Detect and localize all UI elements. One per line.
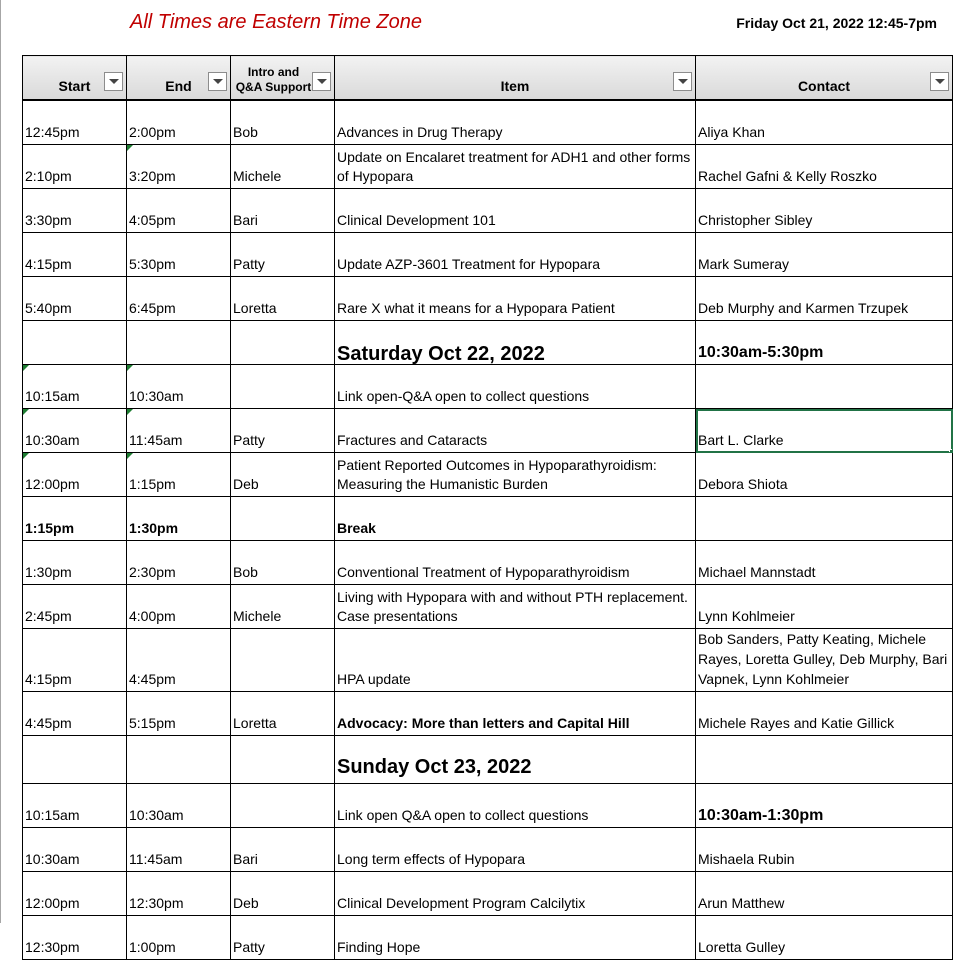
cell-start[interactable]: 1:30pm	[23, 541, 127, 585]
cell-start[interactable]: 12:00pm	[23, 872, 127, 916]
cell-item[interactable]: Link open Q&A open to collect questions	[335, 784, 696, 828]
column-header-support[interactable]: Intro and Q&A Support	[231, 56, 335, 101]
cell-start[interactable]: 4:15pm	[23, 629, 127, 692]
cell-end[interactable]: 4:45pm	[127, 629, 231, 692]
cell-support[interactable]	[231, 321, 335, 365]
cell-start[interactable]: 2:10pm	[23, 145, 127, 189]
cell-contact[interactable]: Bob Sanders, Patty Keating, Michele Rayes, Loretta Gulley, Deb Murphy, Bari Vapnek, Lynn Kohlmeier	[696, 629, 953, 692]
cell-contact[interactable]: Debora Shiota	[696, 453, 953, 497]
cell-contact[interactable]: Aliya Khan	[696, 100, 953, 145]
cell-item[interactable]: Patient Reported Outcomes in Hypoparathyroidism: Measuring the Humanistic Burden	[335, 453, 696, 497]
cell-support[interactable]: Bari	[231, 828, 335, 872]
cell-item[interactable]: Update on Encalaret treatment for ADH1 and other forms of Hypopara	[335, 145, 696, 189]
timezone-title: All Times are Eastern Time Zone	[130, 11, 422, 33]
cell-support[interactable]: Michele	[231, 585, 335, 629]
table-row	[23, 189, 953, 233]
cell-support[interactable]	[231, 365, 335, 409]
cell-end[interactable]	[127, 736, 231, 784]
cell-item[interactable]: Update AZP-3601 Treatment for Hypopara	[335, 233, 696, 277]
table-row	[23, 541, 953, 585]
cell-start[interactable]: 10:15am	[23, 784, 127, 828]
table-row	[23, 872, 953, 916]
cell-support[interactable]: Deb	[231, 872, 335, 916]
cell-end[interactable]: 6:45pm	[127, 277, 231, 321]
cell-item[interactable]: Living with Hypopara with and without PTH replacement. Case presentations	[335, 585, 696, 629]
day-heading-row	[23, 736, 953, 784]
cell-end[interactable]: 11:45am	[127, 409, 231, 453]
filter-dropdown-icon[interactable]	[104, 72, 123, 91]
table-row	[23, 916, 953, 960]
table-row	[23, 497, 953, 541]
cell-end[interactable]: 5:30pm	[127, 233, 231, 277]
cell-contact[interactable]: Loretta Gulley	[696, 916, 953, 960]
filter-dropdown-icon[interactable]	[673, 72, 692, 91]
cell-start[interactable]: 10:15am	[23, 365, 127, 409]
table-row	[23, 828, 953, 872]
cell-support[interactable]: Bari	[231, 189, 335, 233]
cell-end[interactable]: 10:30am	[127, 365, 231, 409]
cell-contact[interactable]: Lynn Kohlmeier	[696, 585, 953, 629]
cell-contact[interactable]	[696, 736, 953, 784]
cell-support[interactable]: Deb	[231, 453, 335, 497]
cell-start[interactable]: 12:45pm	[23, 100, 127, 145]
cell-end[interactable]: 10:30am	[127, 784, 231, 828]
day-hours-saturday[interactable]: 10:30am-5:30pm	[696, 321, 953, 365]
schedule-table	[22, 55, 953, 960]
cell-contact[interactable]: Deb Murphy and Karmen Trzupek	[696, 277, 953, 321]
cell-item[interactable]: Rare X what it means for a Hypopara Patient	[335, 277, 696, 321]
cell-end[interactable]: 3:20pm	[127, 145, 231, 189]
cell-support[interactable]: Michele	[231, 145, 335, 189]
cell-item[interactable]: Clinical Development 101	[335, 189, 696, 233]
cell-contact[interactable]: Mark Sumeray	[696, 233, 953, 277]
cell-support[interactable]: Patty	[231, 916, 335, 960]
cell-end[interactable]: 1:30pm	[127, 497, 231, 541]
cell-support[interactable]: Patty	[231, 233, 335, 277]
cell-end[interactable]: 12:30pm	[127, 872, 231, 916]
cell-end[interactable]	[127, 321, 231, 365]
session-date-heading: Friday Oct 21, 2022 12:45-7pm	[736, 15, 937, 31]
cell-end[interactable]: 5:15pm	[127, 692, 231, 736]
cell-end[interactable]: 1:15pm	[127, 453, 231, 497]
cell-start[interactable]: 10:30am	[23, 409, 127, 453]
column-header-contact[interactable]: Contact	[696, 56, 953, 101]
table-row	[23, 365, 953, 409]
cell-support[interactable]: Loretta	[231, 277, 335, 321]
column-header-end[interactable]: End	[127, 56, 231, 101]
filter-dropdown-icon[interactable]	[312, 72, 331, 91]
cell-support[interactable]: Patty	[231, 409, 335, 453]
cell-support[interactable]	[231, 736, 335, 784]
cell-item[interactable]: Link open-Q&A open to collect questions	[335, 365, 696, 409]
table-row	[23, 277, 953, 321]
day-heading-saturday[interactable]: Saturday Oct 22, 2022	[335, 321, 696, 365]
cell-support[interactable]	[231, 784, 335, 828]
column-header-start[interactable]: Start	[23, 56, 127, 101]
cell-item[interactable]: HPA update	[335, 629, 696, 692]
cell-support[interactable]	[231, 497, 335, 541]
cell-end[interactable]: 11:45am	[127, 828, 231, 872]
cell-contact[interactable]: Christopher Sibley	[696, 189, 953, 233]
day-heading-sunday[interactable]: Sunday Oct 23, 2022	[335, 736, 696, 784]
cell-end[interactable]: 4:05pm	[127, 189, 231, 233]
day-hours-sunday[interactable]: 10:30am-1:30pm	[696, 784, 953, 828]
cell-end[interactable]: 2:00pm	[127, 100, 231, 145]
filter-dropdown-icon[interactable]	[208, 72, 227, 91]
cell-start[interactable]	[23, 321, 127, 365]
cell-item[interactable]: Long term effects of Hypopara	[335, 828, 696, 872]
table-row	[23, 100, 953, 145]
cell-item[interactable]: Advances in Drug Therapy	[335, 100, 696, 145]
cell-start[interactable]: 10:30am	[23, 828, 127, 872]
fill-handle[interactable]	[949, 449, 953, 453]
cell-contact[interactable]: Michael Mannstadt	[696, 541, 953, 585]
cell-start[interactable]: 1:15pm	[23, 497, 127, 541]
filter-dropdown-icon[interactable]	[930, 72, 949, 91]
cell-start[interactable]: 4:15pm	[23, 233, 127, 277]
table-row	[23, 145, 953, 189]
cell-end[interactable]: 4:00pm	[127, 585, 231, 629]
cell-contact-text: Bart L. Clarke	[698, 432, 784, 448]
cell-start[interactable]	[23, 736, 127, 784]
table-row	[23, 585, 953, 629]
table-row	[23, 784, 953, 828]
cell-contact[interactable]: Rachel Gafni & Kelly Roszko	[696, 145, 953, 189]
table-row	[23, 692, 953, 736]
cell-item[interactable]: Advocacy: More than letters and Capital Hill	[335, 692, 696, 736]
day-heading-row	[23, 321, 953, 365]
cell-support[interactable]: Bob	[231, 541, 335, 585]
cell-item[interactable]: Conventional Treatment of Hypoparathyroidism	[335, 541, 696, 585]
table-row	[23, 409, 953, 453]
cell-contact[interactable]: Michele Rayes and Katie Gillick	[696, 692, 953, 736]
cell-item[interactable]: Break	[335, 497, 696, 541]
table-row	[23, 629, 953, 692]
cell-start[interactable]: 3:30pm	[23, 189, 127, 233]
cell-support[interactable]: Bob	[231, 100, 335, 145]
cell-start[interactable]: 5:40pm	[23, 277, 127, 321]
cell-start[interactable]: 12:30pm	[23, 916, 127, 960]
cell-end[interactable]: 2:30pm	[127, 541, 231, 585]
cell-item[interactable]: Finding Hope	[335, 916, 696, 960]
cell-start[interactable]: 12:00pm	[23, 453, 127, 497]
cell-item[interactable]: Fractures and Cataracts	[335, 409, 696, 453]
cell-end[interactable]: 1:00pm	[127, 916, 231, 960]
cell-support[interactable]	[231, 629, 335, 692]
column-header-item[interactable]: Item	[335, 56, 696, 101]
cell-item[interactable]: Clinical Development Program Calcilytix	[335, 872, 696, 916]
cell-start[interactable]: 2:45pm	[23, 585, 127, 629]
selected-cell-contact[interactable]	[696, 409, 953, 453]
cell-contact[interactable]: Mishaela Rubin	[696, 828, 953, 872]
cell-contact[interactable]	[696, 497, 953, 541]
cell-support[interactable]: Loretta	[231, 692, 335, 736]
cell-contact[interactable]: Arun Matthew	[696, 872, 953, 916]
cell-contact[interactable]	[696, 365, 953, 409]
window-edge	[0, 0, 1, 923]
cell-start[interactable]: 4:45pm	[23, 692, 127, 736]
table-row	[23, 233, 953, 277]
table-row	[23, 453, 953, 497]
header-row	[23, 56, 953, 101]
